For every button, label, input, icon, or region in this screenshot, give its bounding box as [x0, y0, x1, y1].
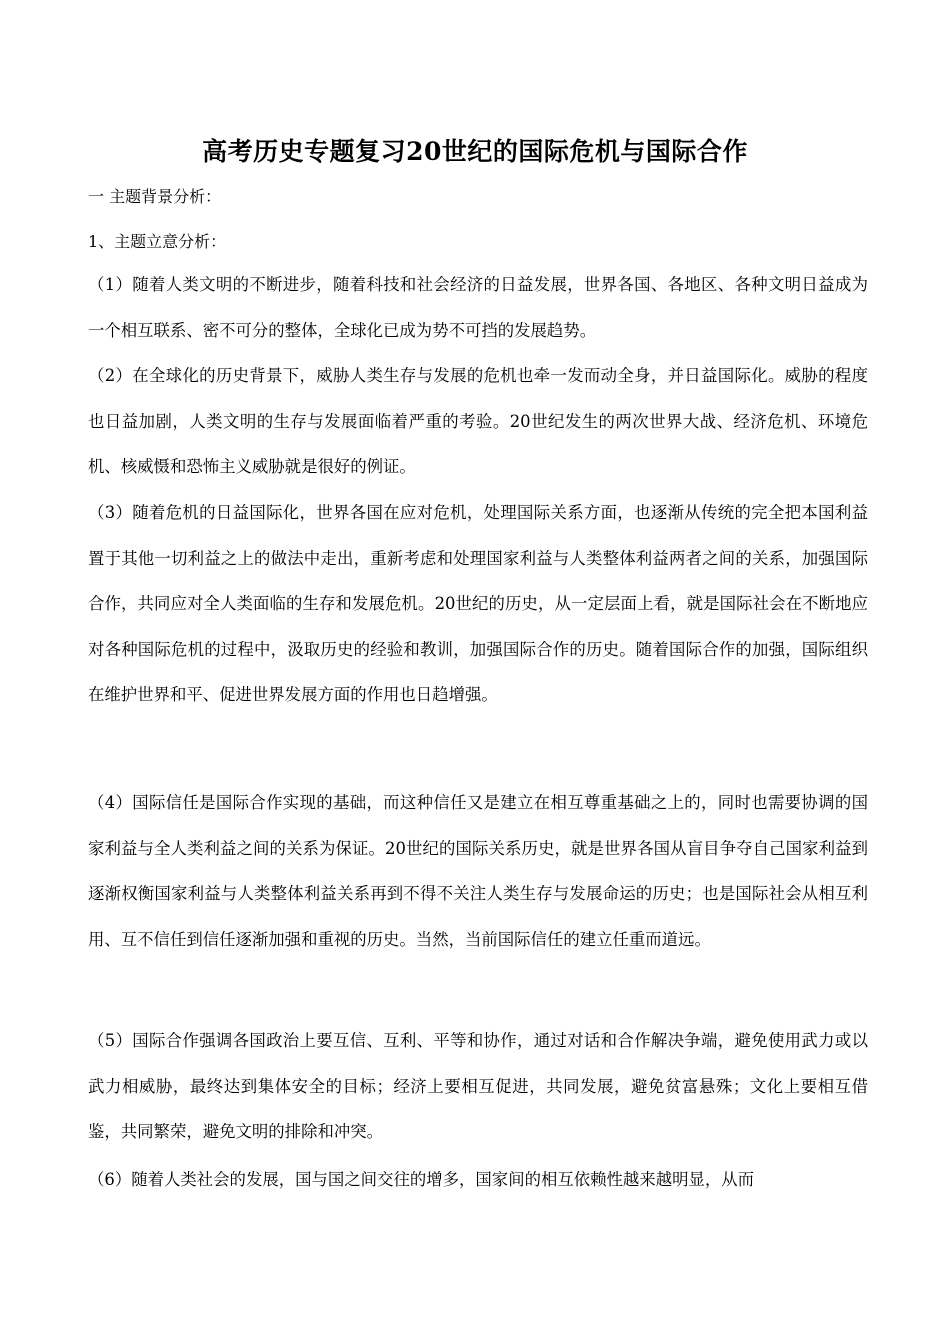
section-heading: 一 主题背景分析：	[88, 187, 222, 206]
paragraph-6: （6）随着人类社会的发展，国与国之间交往的增多，国家间的相互依赖性越来越明显，从而	[88, 1170, 755, 1189]
paragraph-3: （3）随着危机的日益国际化，世界各国在应对危机，处理国际关系方面，也逐渐从传统的完全把本国利益置于其他一切利益之上的做法中走出，重新考虑和处理国家利益与人类整体利益两者之间的关系，加强国际合作，共同应对全人类面临的生存和发展危机。20世纪的历史，从一定层面上看，就是国际社会在不断地应对各种国际危机的过程中，汲取历史的经验和教训，加强国际合作的历史。随着国际合作的加强，国际组织在维护世界和平、促进世界发展方面的作用也日趋增强。	[88, 503, 868, 704]
paragraph-4: （4）国际信任是国际合作实现的基础，而这种信任又是建立在相互尊重基础之上的，同时也需要协调的国家利益与全人类利益之间的关系为保证。20世纪的国际关系历史，就是世界各国从盲目争夺自己国家利益到逐渐权衡国家利益与人类整体利益关系再到不得不关注人类生存与发展命运的历史；也是国际社会从相互利用、互不信任到信任逐渐加强和重视的历史。当然，当前国际信任的建立任重而道远。	[88, 793, 868, 949]
subsection-heading: 1、主题立意分析：	[88, 232, 227, 251]
paragraph-5: （5）国际合作强调各国政治上要互信、互利、平等和协作，通过对话和合作解决争端，避免使用武力或以武力相威胁，最终达到集体安全的目标；经济上要相互促进，共同发展，避免贫富悬殊；文化上要相互借鉴，共同繁荣，避免文明的排除和冲突。	[88, 1031, 868, 1141]
paragraph-2: （2）在全球化的历史背景下，威胁人类生存与发展的危机也牵一发而动全身，并日益国际化。威胁的程度也日益加剧，人类文明的生存与发展面临着严重的考验。20世纪发生的两次世界大战、经济危机、环境危机、核威慑和恐怖主义威胁就是很好的例证。	[88, 366, 868, 476]
paragraph-1: （1）随着人类文明的不断进步，随着科技和社会经济的日益发展，世界各国、各地区、各种文明日益成为一个相互联系、密不可分的整体，全球化已成为势不可挡的发展趋势。	[88, 275, 868, 340]
document-title: 高考历史专题复习20世纪的国际危机与国际合作	[202, 137, 748, 166]
